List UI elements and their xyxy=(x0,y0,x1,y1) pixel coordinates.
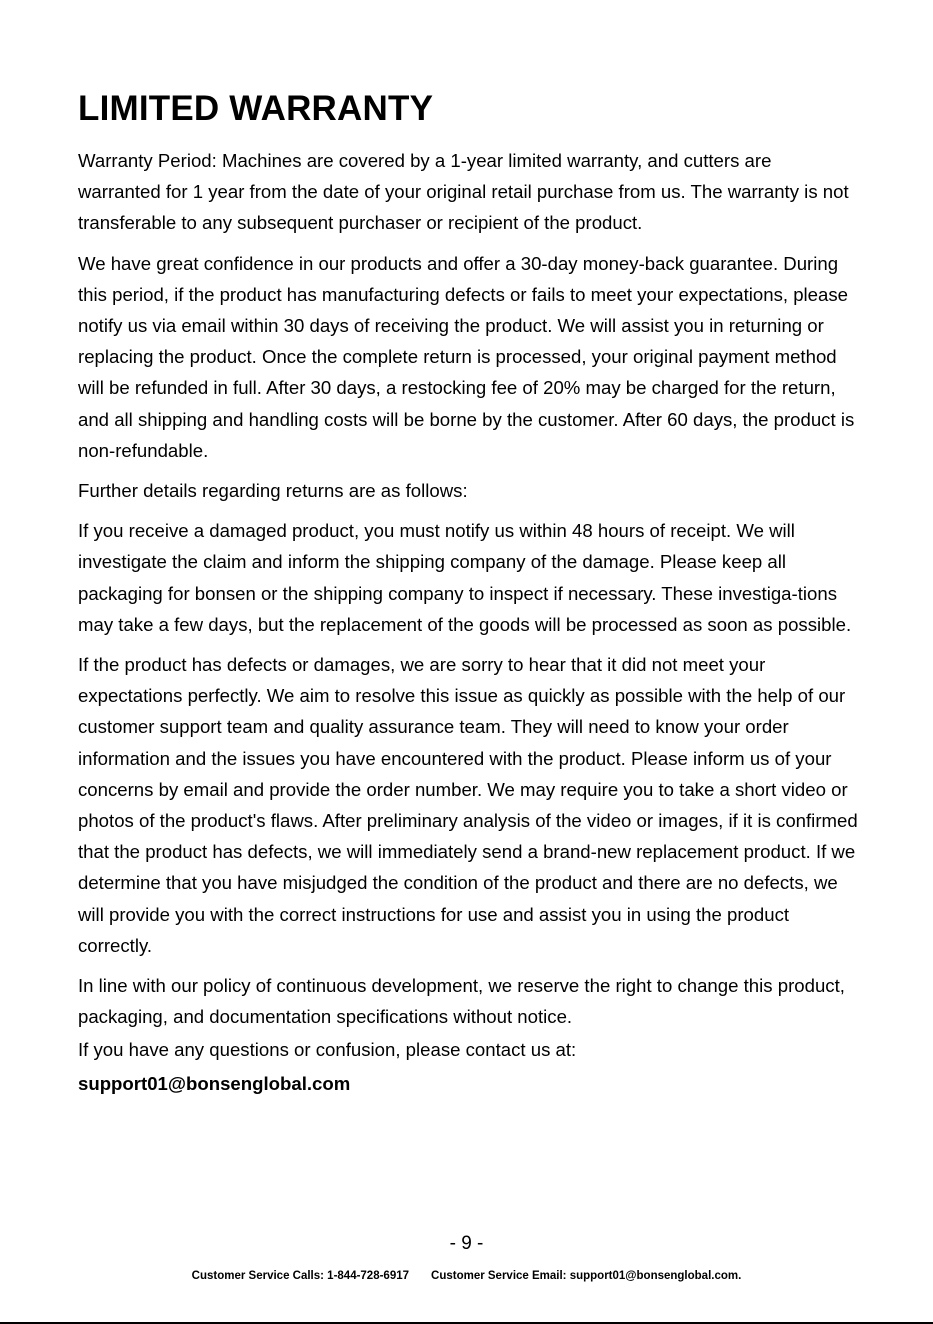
returns-intro-paragraph: Further details regarding returns are as follows: xyxy=(78,480,468,502)
contact-email: support01@bonsenglobal.com xyxy=(78,1072,351,1094)
money-back-paragraph: We have great confidence in our products and offer a 30-day money-back guarantee. During this period, if the product has manufacturing defects or fails to meet your expectations, please notify us via email within 30 days of receiving the product. We will assist you in returning or replacing the product. Once the complete return is processed, your original payment method will be refunded in full. After 30 days, a restocking fee of 20% may be charged for the return, and all shipping and handling costs will be borne by the customer. After 60 days, the product is non-refundable. xyxy=(78,252,855,461)
contact-paragraph: If you have any questions or confusion, please contact us at: xyxy=(78,1039,577,1061)
page-number: - 9 - xyxy=(449,1233,484,1254)
page-title: LIMITED WARRANTY xyxy=(78,89,434,128)
document-body xyxy=(78,88,858,1099)
damaged-product-paragraph: If you receive a damaged product, you must notify us within 48 hours of receipt. We will investigate the claim and inform the shipping company of the damage. Please keep all packaging for bonsen or the shipping company to inspect if necessary. These investiga-tions may take a few days, but the replacement of the goods will be processed as soon as possible. xyxy=(78,520,852,635)
footer-calls: Customer Service Calls: 1-844-728-6917 xyxy=(191,1270,410,1282)
warranty-period-paragraph: Warranty Period: Machines are covered by a 1-year limited warranty, and cutters are warranted for 1 year from the date of your original retail purchase from us. The warranty is not transferable to any subsequent purchaser or recipient of the product. xyxy=(78,150,849,234)
defects-paragraph: If the product has defects or damages, we are sorry to hear that it did not meet your expectations perfectly. We aim to resolve this issue as quickly as possible with the help of our customer support team and quality assurance team. They will need to know your order information and the issues you have encountered with the product. Please inform us of your concerns by email and provide the order number. We may require you to take a short video or photos of the product's flaws. After preliminary analysis of the video or images, if it is confirmed that the product has defects, we will immediately send a brand-new replacement product. If we determine that you have misjudged the condition of the product and there are no defects, we will provide you with the correct instructions for use and assist you in using the product correctly. xyxy=(78,654,858,956)
footer-email: Customer Service Email: support01@bonsenglobal.com. xyxy=(431,1270,742,1282)
footer xyxy=(0,1268,933,1284)
policy-paragraph: In line with our policy of continuous development, we reserve the right to change this product, packaging, and documentation specifications without notice. xyxy=(78,975,845,1028)
